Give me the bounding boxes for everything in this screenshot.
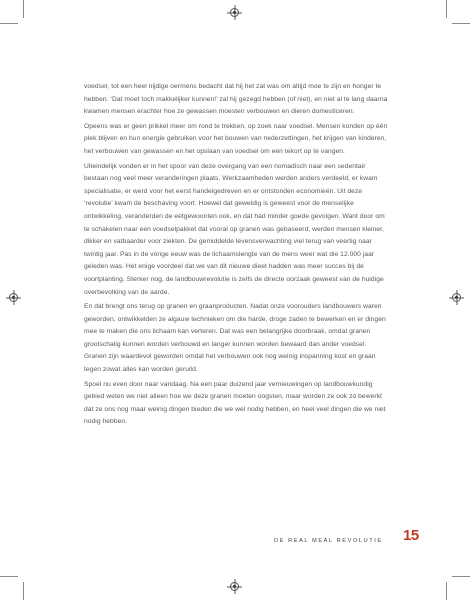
crop-mark — [0, 576, 18, 577]
running-footer: DE REAL MEAL REVOLUTIE — [274, 538, 383, 544]
page-number: 15 — [403, 527, 419, 544]
registration-mark-icon — [452, 293, 461, 302]
registration-mark-icon — [9, 293, 18, 302]
body-text — [84, 81, 389, 431]
crop-mark — [446, 582, 447, 600]
paragraph: Uiteindelijk vonden er in het spoor van deze overgang van een nomadisch naar een sedentair bestaan nog veel meer veranderingen plaats. Werkzaamheden werden anders verdeeld, er kwam specialisatie, er werd voor het eerst handelgedreven en er ontstonden economieën. Uit deze ‘revolutie’ kwam de beschaving voort. Hoewel dat geweldig is geweest voor de menselijke ontwikkeling, veranderden de eetgewoonten ook, en dat had minder goede gevolgen. Want door om te schakelen naar een voedselpakket dat vooral op granen was gebaseerd, werden mensen kleiner, dikker en vatbaarder voor ziekten. De gemiddelde levensverwachting viel terug van veertig naar twintig jaar. Pas in de vorige eeuw was de lichaamslengte van de mens weer wat die 12.000 jaar geleden was. Het enige voordeel dat we van dit nieuwe dieet hadden was meer succes bij de voortplanting. Sterker nog, de landbouwrevolutie is zelfs de directe oorzaak geweest van de huidige overbevolking van de aarde. — [84, 162, 385, 296]
crop-mark — [23, 582, 24, 600]
registration-mark-icon — [230, 582, 239, 591]
crop-mark — [446, 0, 447, 18]
crop-mark — [452, 576, 470, 577]
paragraph: En dat brengt ons terug op granen en graanproducten. Nadat onze voorouders landbouwers waren geworden, ontwikkelden ze algauw technieken om die harde, droge zaden te bewerken en er dingen mee te maken die ons lichaam kan verteren. Dat was een belangrijke doorbraak, omdat granen grootschalig kunnen worden verbouwd en langer kunnen worden bewaard dan ander voedsel. Granen zijn waardevol geworden omdat het verbouwen ook nog weinig inspanning kost en graan tegen zowat alles kan worden geruild. — [84, 303, 386, 374]
registration-mark-icon — [230, 8, 239, 17]
paragraph: voedsel, tot een heel nijdige oermens bedacht dat hij het zat was om altijd moe te zijn en honger te hebben. ‘Dat moet toch makkelijker kunnen!’ zal hij gezegd hebben (of niet), en niet al te lang daarna kwamen mensen erachter hoe ze gewassen moesten verbouwen en dieren domesticeren. — [84, 83, 388, 116]
crop-mark — [23, 0, 24, 18]
paragraph: Spoel nu even door naar vandaag. Na een paar duizend jaar vernieuwingen op landbouwkundig gebied weten we niet alleen hoe we deze granen moeten oogsten, maar worden ze ook zó bewerkt dat ze ons nog maar weinig dingen bieden die we wel nodig hebben, en heel veel dingen die we niet nodig hebben. — [84, 380, 386, 426]
paragraph: Opeens was er geen prikkel meer om rond te trekken, op zoek naar voedsel. Mensen konden op één plek blijven en hun energie gebruiken voor het bouwen van nederzettingen, het krijgen van kinderen, het verbouwen van gewassen en het opslaan van voedsel om een tekort op te vangen. — [84, 122, 388, 155]
crop-mark — [0, 23, 18, 24]
crop-mark — [452, 23, 470, 24]
